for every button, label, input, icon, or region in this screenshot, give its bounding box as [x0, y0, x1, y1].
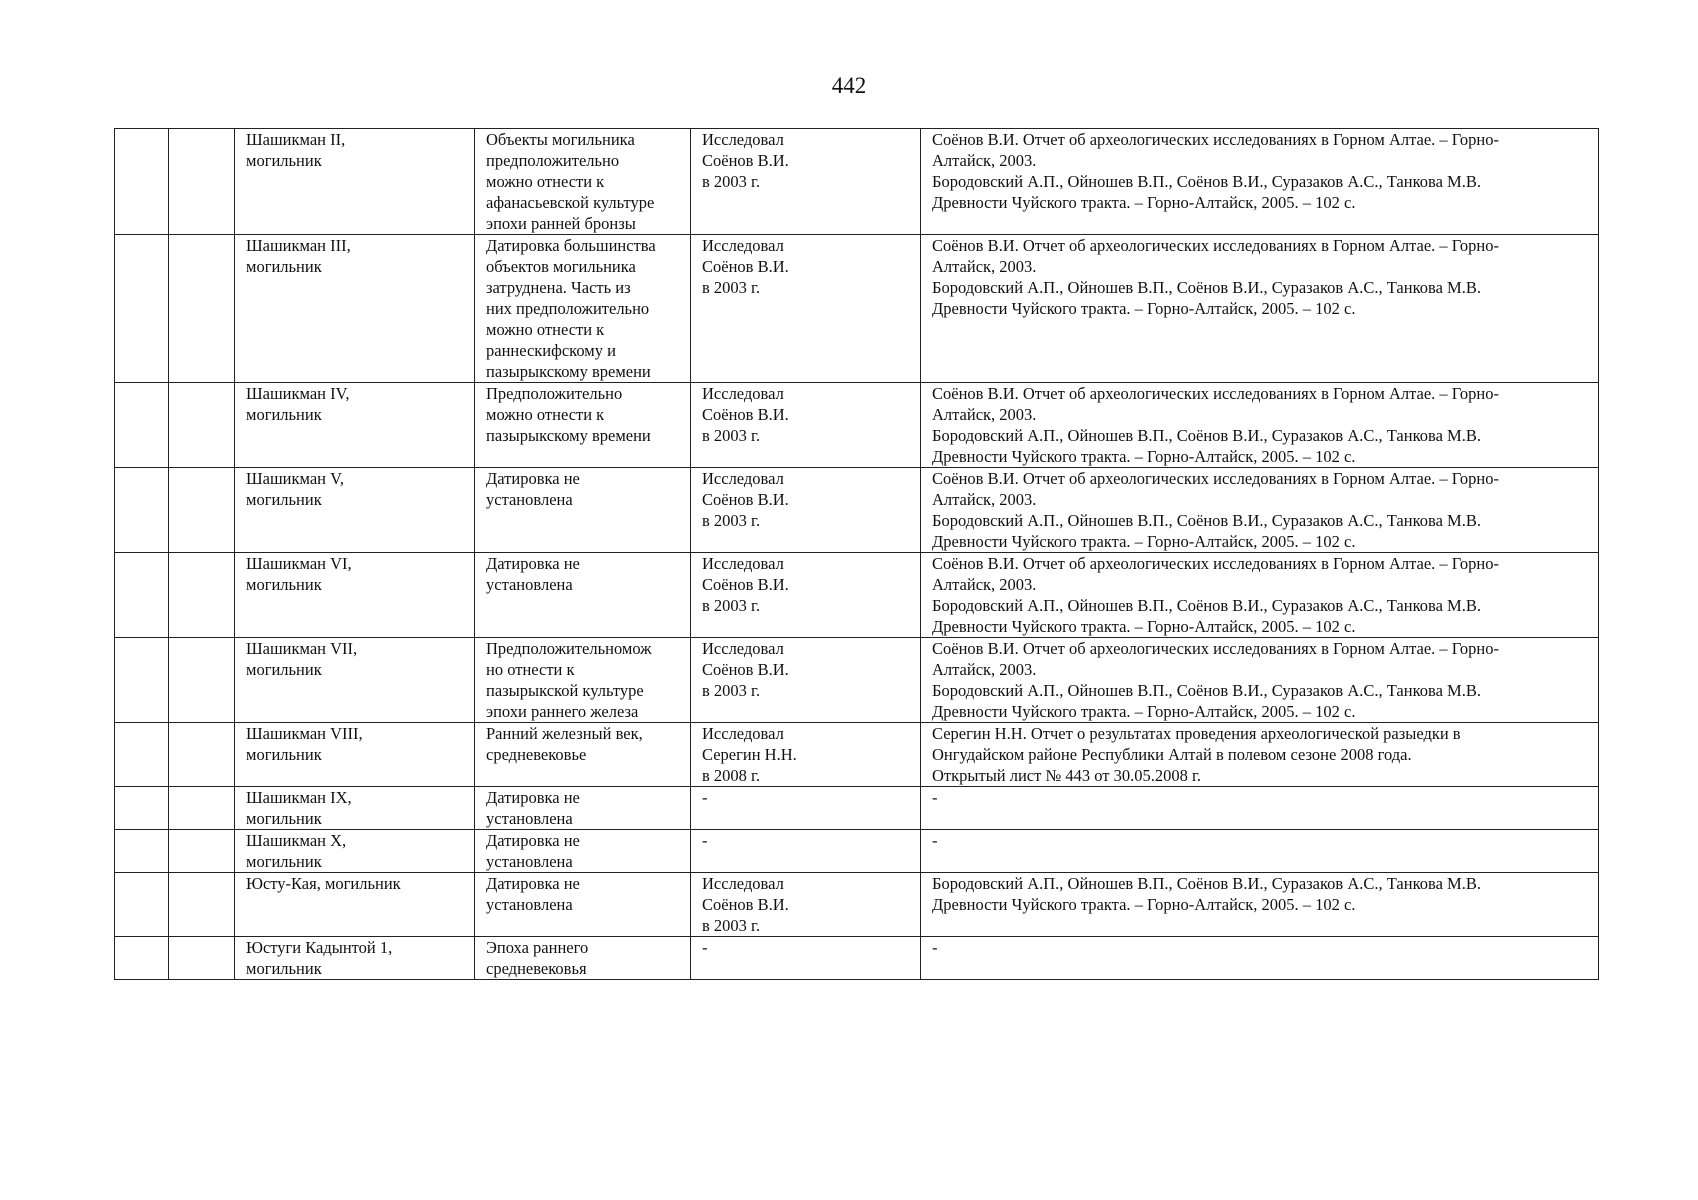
monument-name-cell	[235, 723, 475, 787]
monument-name-line: Юстуги Кадынтой 1,	[246, 938, 393, 957]
sources-cell	[921, 787, 1599, 830]
row-code-cell	[169, 383, 235, 468]
dating-line: них предположительно	[486, 299, 650, 318]
sources-line: Соёнов В.И. Отчет об археологических исследованиях в Горном Алтае. – Горно-	[932, 554, 1499, 573]
monument-name-line: Шашикман III,	[246, 236, 351, 255]
row-index-cell	[115, 235, 169, 383]
dating-line: можно отнести к	[486, 405, 605, 424]
dating-line: эпохи ранней бронзы	[486, 214, 636, 233]
researcher-cell	[691, 383, 921, 468]
dating-line: Объекты могильника	[486, 130, 635, 149]
researcher-line: Соёнов В.И.	[702, 490, 789, 509]
dating-line: средневековья	[486, 959, 587, 978]
monument-name-line: Шашикман IV,	[246, 384, 350, 403]
page-number: 442	[831, 73, 867, 98]
sources-cell	[921, 129, 1599, 235]
dating-line: Датировка не	[486, 874, 580, 893]
monument-name-line: могильник	[246, 575, 322, 594]
monument-name-line: могильник	[246, 852, 322, 871]
monument-name-line: Шашикман V,	[246, 469, 345, 488]
monument-name-cell	[235, 937, 475, 980]
researcher-line: в 2003 г.	[702, 426, 761, 445]
monument-name-line: Шашикман VIII,	[246, 724, 363, 743]
sources-line: -	[932, 938, 938, 957]
sources-line: Алтайск, 2003.	[932, 257, 1037, 276]
researcher-line: Исследовал	[702, 236, 784, 255]
monument-name-cell	[235, 638, 475, 723]
dating-cell	[475, 830, 691, 873]
researcher-line: Исследовал	[702, 130, 784, 149]
researcher-line: Исследовал	[702, 554, 784, 573]
researcher-line: Соёнов В.И.	[702, 151, 789, 170]
sources-line: Соёнов В.И. Отчет об археологических исследованиях в Горном Алтае. – Горно-	[932, 130, 1499, 149]
row-code-cell	[169, 129, 235, 235]
sources-line: Алтайск, 2003.	[932, 490, 1037, 509]
sources-line: Соёнов В.И. Отчет об археологических исследованиях в Горном Алтае. – Горно-	[932, 236, 1499, 255]
researcher-line: Соёнов В.И.	[702, 405, 789, 424]
dating-line: Датировка большинства	[486, 236, 656, 255]
table-row	[115, 235, 1599, 383]
table-row	[115, 553, 1599, 638]
monument-name-cell	[235, 468, 475, 553]
table-row	[115, 873, 1599, 937]
monument-name-line: могильник	[246, 257, 322, 276]
sources-line: Алтайск, 2003.	[932, 660, 1037, 679]
dating-line: пазырыкскому времени	[486, 362, 651, 381]
dating-cell	[475, 937, 691, 980]
row-index-cell	[115, 830, 169, 873]
researcher-cell	[691, 638, 921, 723]
sources-line: Бородовский А.П., Ойношев В.П., Соёнов В.И., Суразаков А.С., Танкова М.В.	[932, 596, 1481, 615]
dating-line: афанасьевской культуре	[486, 193, 655, 212]
table-row	[115, 723, 1599, 787]
monument-name-line: могильник	[246, 151, 322, 170]
sources-line: Древности Чуйского тракта. – Горно-Алтайск, 2005. – 102 с.	[932, 299, 1356, 318]
monument-name-line: Шашикман VII,	[246, 639, 358, 658]
sources-line: Бородовский А.П., Ойношев В.П., Соёнов В.И., Суразаков А.С., Танкова М.В.	[932, 278, 1481, 297]
dating-line: пазырыкскому времени	[486, 426, 651, 445]
monument-name-line: могильник	[246, 959, 322, 978]
sources-line: Древности Чуйского тракта. – Горно-Алтайск, 2005. – 102 с.	[932, 532, 1356, 551]
dating-line: установлена	[486, 852, 573, 871]
sources-line: Соёнов В.И. Отчет об археологических исследованиях в Горном Алтае. – Горно-	[932, 639, 1499, 658]
dating-line: объектов могильника	[486, 257, 636, 276]
dating-line: Предположительномож	[486, 639, 652, 658]
dating-line: Датировка не	[486, 554, 580, 573]
sources-line: Бородовский А.П., Ойношев В.П., Соёнов В.И., Суразаков А.С., Танкова М.В.	[932, 172, 1481, 191]
researcher-line: в 2003 г.	[702, 681, 761, 700]
row-code-cell	[169, 787, 235, 830]
sources-line: Открытый лист № 443 от 30.05.2008 г.	[932, 766, 1201, 785]
monument-name-cell	[235, 383, 475, 468]
researcher-line: в 2003 г.	[702, 916, 761, 935]
dating-cell	[475, 873, 691, 937]
dating-line: но отнести к	[486, 660, 575, 679]
table-body	[115, 129, 1599, 980]
row-code-cell	[169, 638, 235, 723]
table-row	[115, 830, 1599, 873]
researcher-cell	[691, 787, 921, 830]
monument-name-line: могильник	[246, 809, 322, 828]
monuments-table	[114, 128, 1599, 980]
dating-cell	[475, 129, 691, 235]
researcher-line: Соёнов В.И.	[702, 575, 789, 594]
monument-name-line: Шашикман IX,	[246, 788, 352, 807]
researcher-cell	[691, 129, 921, 235]
researcher-line: Исследовал	[702, 724, 784, 743]
dating-cell	[475, 468, 691, 553]
dating-line: установлена	[486, 895, 573, 914]
dating-line: Предположительно	[486, 384, 623, 403]
researcher-cell	[691, 553, 921, 638]
researcher-line: в 2003 г.	[702, 511, 761, 530]
sources-line: Древности Чуйского тракта. – Горно-Алтайск, 2005. – 102 с.	[932, 895, 1356, 914]
monument-name-line: могильник	[246, 405, 322, 424]
sources-line: Соёнов В.И. Отчет об археологических исследованиях в Горном Алтае. – Горно-	[932, 469, 1499, 488]
researcher-line: в 2003 г.	[702, 278, 761, 297]
monument-name-line: Шашикман VI,	[246, 554, 352, 573]
researcher-line: Соёнов В.И.	[702, 895, 789, 914]
table-row	[115, 383, 1599, 468]
sources-line: Бородовский А.П., Ойношев В.П., Соёнов В.И., Суразаков А.С., Танкова М.В.	[932, 426, 1481, 445]
row-code-cell	[169, 873, 235, 937]
dating-line: Датировка не	[486, 788, 580, 807]
sources-cell	[921, 383, 1599, 468]
researcher-cell	[691, 235, 921, 383]
sources-line: Бородовский А.П., Ойношев В.П., Соёнов В.И., Суразаков А.С., Танкова М.В.	[932, 681, 1481, 700]
researcher-line: в 2008 г.	[702, 766, 761, 785]
dating-line: Эпоха раннего	[486, 938, 589, 957]
monument-name-cell	[235, 873, 475, 937]
monument-name-cell	[235, 235, 475, 383]
dating-cell	[475, 638, 691, 723]
researcher-cell	[691, 873, 921, 937]
sources-cell	[921, 638, 1599, 723]
row-code-cell	[169, 723, 235, 787]
dating-line: установлена	[486, 490, 573, 509]
researcher-cell	[691, 723, 921, 787]
monument-name-line: могильник	[246, 745, 322, 764]
monument-name-line: Шашикман X,	[246, 831, 347, 850]
sources-line: Серегин Н.Н. Отчет о результатах проведения археологической разыедки в	[932, 724, 1461, 743]
sources-line: Онгудайском районе Республики Алтай в полевом сезоне 2008 года.	[932, 745, 1412, 764]
row-index-cell	[115, 383, 169, 468]
row-index-cell	[115, 129, 169, 235]
sources-line: Бородовский А.П., Ойношев В.П., Соёнов В.И., Суразаков А.С., Танкова М.В.	[932, 874, 1481, 893]
dating-line: средневековье	[486, 745, 587, 764]
sources-line: -	[932, 831, 938, 850]
monument-name-cell	[235, 787, 475, 830]
dating-line: установлена	[486, 809, 573, 828]
sources-line: -	[932, 788, 938, 807]
row-code-cell	[169, 937, 235, 980]
table-row	[115, 638, 1599, 723]
row-index-cell	[115, 723, 169, 787]
dating-cell	[475, 723, 691, 787]
table-row	[115, 937, 1599, 980]
row-index-cell	[115, 553, 169, 638]
dating-line: раннескифскому и	[486, 341, 616, 360]
dating-line: затруднена. Часть из	[486, 278, 631, 297]
researcher-line: Серегин Н.Н.	[702, 745, 797, 764]
researcher-line: -	[702, 788, 708, 807]
researcher-line: Исследовал	[702, 469, 784, 488]
monument-name-cell	[235, 553, 475, 638]
sources-line: Алтайск, 2003.	[932, 575, 1037, 594]
sources-cell	[921, 937, 1599, 980]
researcher-line: в 2003 г.	[702, 596, 761, 615]
researcher-cell	[691, 468, 921, 553]
monument-name-line: Юсту-Кая, могильник	[246, 874, 401, 893]
dating-line: Датировка не	[486, 831, 580, 850]
dating-line: пазырыкской культуре	[486, 681, 644, 700]
sources-line: Соёнов В.И. Отчет об археологических исследованиях в Горном Алтае. – Горно-	[932, 384, 1499, 403]
sources-line: Бородовский А.П., Ойношев В.П., Соёнов В.И., Суразаков А.С., Танкова М.В.	[932, 511, 1481, 530]
researcher-line: -	[702, 938, 708, 957]
row-index-cell	[115, 937, 169, 980]
researcher-line: Исследовал	[702, 639, 784, 658]
row-index-cell	[115, 787, 169, 830]
dating-line: эпохи раннего железа	[486, 702, 639, 721]
researcher-line: Исследовал	[702, 874, 784, 893]
dating-cell	[475, 787, 691, 830]
sources-line: Древности Чуйского тракта. – Горно-Алтайск, 2005. – 102 с.	[932, 447, 1356, 466]
researcher-line: -	[702, 831, 708, 850]
table-row	[115, 468, 1599, 553]
dating-cell	[475, 383, 691, 468]
monument-name-line: Шашикман II,	[246, 130, 346, 149]
sources-line: Древности Чуйского тракта. – Горно-Алтайск, 2005. – 102 с.	[932, 702, 1356, 721]
table-row	[115, 129, 1599, 235]
sources-cell	[921, 723, 1599, 787]
dating-line: Датировка не	[486, 469, 580, 488]
row-code-cell	[169, 468, 235, 553]
sources-cell	[921, 553, 1599, 638]
dating-cell	[475, 553, 691, 638]
monument-name-line: могильник	[246, 490, 322, 509]
sources-cell	[921, 235, 1599, 383]
row-code-cell	[169, 235, 235, 383]
row-index-cell	[115, 873, 169, 937]
researcher-line: Соёнов В.И.	[702, 660, 789, 679]
dating-line: установлена	[486, 575, 573, 594]
row-code-cell	[169, 830, 235, 873]
researcher-cell	[691, 830, 921, 873]
sources-line: Древности Чуйского тракта. – Горно-Алтайск, 2005. – 102 с.	[932, 617, 1356, 636]
row-index-cell	[115, 638, 169, 723]
sources-line: Древности Чуйского тракта. – Горно-Алтайск, 2005. – 102 с.	[932, 193, 1356, 212]
sources-cell	[921, 830, 1599, 873]
dating-line: можно отнести к	[486, 172, 605, 191]
row-index-cell	[115, 468, 169, 553]
row-code-cell	[169, 553, 235, 638]
monument-name-line: могильник	[246, 660, 322, 679]
researcher-line: Соёнов В.И.	[702, 257, 789, 276]
sources-cell	[921, 468, 1599, 553]
sources-line: Алтайск, 2003.	[932, 405, 1037, 424]
researcher-cell	[691, 937, 921, 980]
sources-cell	[921, 873, 1599, 937]
researcher-line: Исследовал	[702, 384, 784, 403]
dating-line: предположительно	[486, 151, 620, 170]
dating-line: Ранний железный век,	[486, 724, 643, 743]
monument-name-cell	[235, 129, 475, 235]
researcher-line: в 2003 г.	[702, 172, 761, 191]
monument-name-cell	[235, 830, 475, 873]
dating-cell	[475, 235, 691, 383]
sources-line: Алтайск, 2003.	[932, 151, 1037, 170]
dating-line: можно отнести к	[486, 320, 605, 339]
table-row	[115, 787, 1599, 830]
